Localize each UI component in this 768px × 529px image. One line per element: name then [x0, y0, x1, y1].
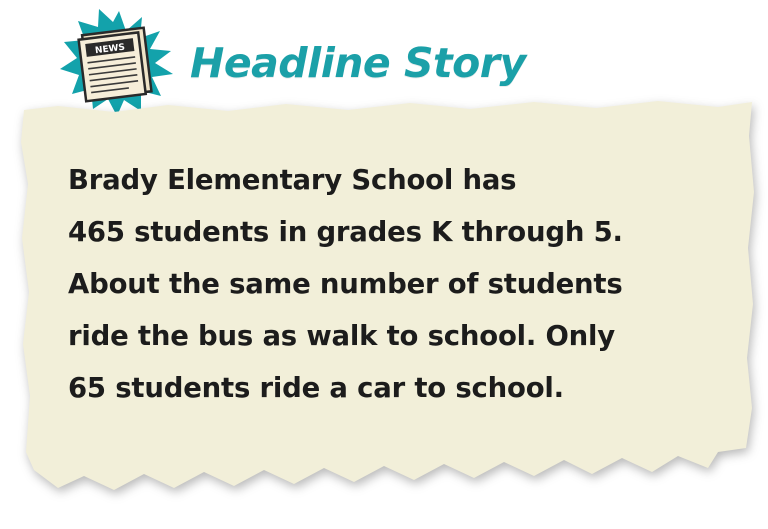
note-line-3: About the same number of students — [68, 268, 623, 300]
note-line-1: Brady Elementary School has — [68, 164, 517, 196]
note-line-2: 465 students in grades K through 5. — [68, 216, 623, 248]
page-title: Headline Story — [190, 38, 526, 87]
svg-text:NEWS: NEWS — [94, 42, 126, 57]
note-body — [68, 154, 708, 414]
headline-story-note — [18, 96, 756, 500]
note-line-5: 65 students ride a car to school. — [68, 372, 564, 404]
note-line-4: ride the bus as walk to school. Only — [68, 320, 616, 352]
